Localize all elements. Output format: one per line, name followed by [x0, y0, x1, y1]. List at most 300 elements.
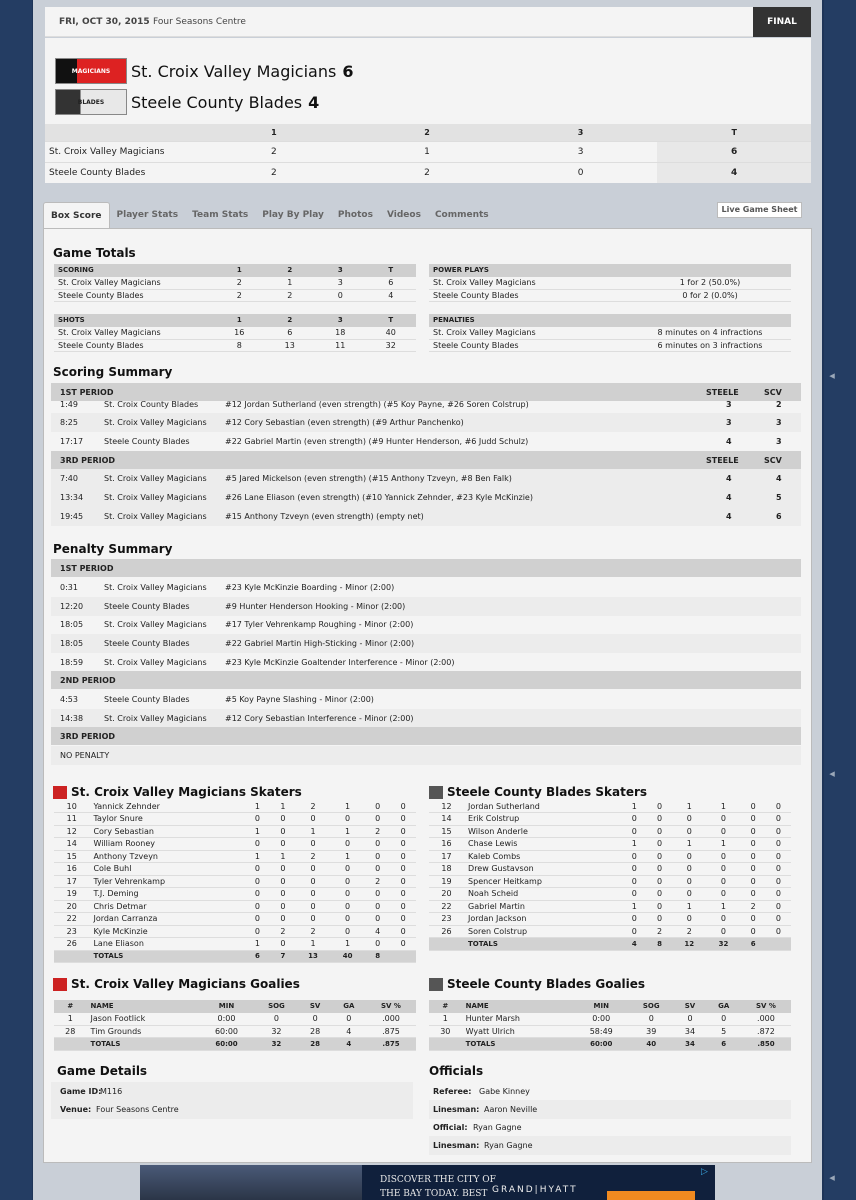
list-item: 19:45 St. Croix Valley Magicians #15 Anthony Tzveyn (even strength) (empty net) 4 6 — [51, 507, 801, 526]
blades-logo-icon — [429, 978, 443, 991]
stat-cell: 0 — [390, 900, 416, 913]
total-cell: .850 — [741, 1038, 791, 1051]
stat-cell: 20 — [429, 888, 464, 901]
stat-cell: 17 — [429, 850, 464, 863]
blades-skaters-table — [429, 800, 791, 951]
tab-play-by-play[interactable]: Play By Play — [262, 210, 324, 220]
scroll-arrow-icon[interactable]: ◂ — [829, 1171, 835, 1184]
stat-cell: Erik Colstrup — [464, 813, 622, 826]
stat-cell: 0 — [766, 800, 791, 813]
stat-cell: .875 — [366, 1025, 416, 1038]
stat-cell: 16 — [54, 863, 89, 876]
stat-cell: 0 — [245, 813, 271, 826]
stat-cell: 0 — [330, 875, 365, 888]
penalties-table: PENALTIES St. Croix Valley Magicians 8 minutes on 4 infractions Steele County Blades 6 minutes on 3 infractions — [429, 314, 791, 352]
stat-cell: 0 — [766, 875, 791, 888]
table-row — [54, 875, 416, 888]
stat-cell: 0 — [365, 938, 391, 951]
stat-cell: 0 — [672, 825, 706, 838]
stat-cell: 1 — [622, 800, 647, 813]
stat-cell: Anthony Tzveyn — [89, 850, 244, 863]
stat-cell: 2 — [296, 850, 331, 863]
blades-goalies-table — [429, 1000, 791, 1051]
blades-logo-icon — [429, 786, 443, 799]
table-row — [429, 838, 791, 851]
ad-brand: GRAND|HYATT — [492, 1185, 578, 1195]
table-row: St. Croix Valley Magicians 8 minutes on 4 infractions — [429, 327, 791, 340]
table-row — [54, 1013, 416, 1026]
column-header: MIN — [573, 1000, 629, 1013]
totals-row — [429, 1038, 791, 1051]
stat-cell: 0 — [741, 925, 766, 938]
list-item: Venue: Four Seasons Centre — [51, 1100, 413, 1119]
table-row — [429, 888, 791, 901]
column-header: MIN — [199, 1000, 255, 1013]
table-row — [54, 1025, 416, 1038]
period-header: 3RD PERIOD STEELE SCV — [51, 451, 801, 469]
stat-cell: 0 — [270, 888, 296, 901]
stat-cell: 1 — [622, 838, 647, 851]
stat-cell: 0 — [672, 863, 706, 876]
stat-cell: 0 — [270, 813, 296, 826]
stat-cell: Chase Lewis — [464, 838, 622, 851]
total-cell: TOTALS — [462, 1038, 574, 1051]
table-row: Steele County Blades 6 minutes on 3 infractions — [429, 339, 791, 352]
period-header: 3RD PERIOD — [51, 727, 801, 745]
stat-cell: 4 — [365, 925, 391, 938]
team-row — [55, 58, 353, 84]
stat-cell: 1 — [672, 800, 706, 813]
stat-cell: 0 — [330, 838, 365, 851]
stat-cell: 0 — [622, 850, 647, 863]
stat-cell: 0 — [270, 938, 296, 951]
stat-cell: 1 — [270, 850, 296, 863]
stat-cell: 0 — [622, 813, 647, 826]
stat-cell: 0 — [766, 913, 791, 926]
stat-cell: 0 — [270, 825, 296, 838]
stat-cell: Jason Footlick — [87, 1013, 199, 1026]
period-header: 2ND PERIOD — [51, 671, 801, 689]
scroll-arrow-icon[interactable]: ◂ — [829, 369, 835, 382]
column-header: NAME — [462, 1000, 574, 1013]
stat-cell: 0 — [766, 825, 791, 838]
stat-cell: 0 — [296, 838, 331, 851]
list-item: Linesman: Ryan Gagne — [429, 1136, 791, 1155]
stat-cell: 1 — [296, 825, 331, 838]
table-row — [429, 913, 791, 926]
stat-cell: 0 — [706, 813, 740, 826]
table-row — [429, 863, 791, 876]
stat-cell: 15 — [429, 825, 464, 838]
stat-cell: 0 — [741, 813, 766, 826]
total-cell: 6 — [707, 1038, 741, 1051]
stat-cell: Lane Eliason — [89, 938, 244, 951]
total-cell: 32 — [706, 938, 740, 951]
score-cell: 0 — [504, 162, 658, 183]
stat-cell: 0 — [296, 888, 331, 901]
list-item: 8:25 St. Croix Valley Magicians #12 Cory Sebastian (even strength) (#9 Arthur Panchenko) 3 3 — [51, 413, 801, 432]
stat-cell: Chris Detmar — [89, 900, 244, 913]
stat-cell: 39 — [629, 1025, 673, 1038]
stat-cell: 0 — [390, 813, 416, 826]
stat-cell: 1 — [706, 838, 740, 851]
totals-row — [54, 1038, 416, 1051]
stat-cell: 0 — [672, 888, 706, 901]
stat-cell: 0 — [270, 900, 296, 913]
shots-totals-table: SHOTS 1 2 3 T St. Croix Valley Magicians 16 6 18 40 Steele County Blades 8 13 11 32 — [54, 314, 416, 352]
tab-photos[interactable]: Photos — [337, 210, 373, 220]
total-cell: 6 — [741, 938, 766, 951]
stat-cell: 0 — [622, 825, 647, 838]
score-cell: 2 — [350, 162, 504, 183]
period-header: 1ST PERIOD — [51, 559, 801, 577]
total-cell: 6 — [657, 141, 811, 162]
score-cell: 3 — [504, 141, 658, 162]
stat-cell: 22 — [429, 900, 464, 913]
total-cell: 12 — [672, 938, 706, 951]
total-cell — [54, 950, 89, 963]
stat-cell: 0 — [390, 800, 416, 813]
stat-cell: 0:00 — [199, 1013, 255, 1026]
score-cell: 1 — [350, 141, 504, 162]
stat-cell: 0 — [270, 913, 296, 926]
team-name[interactable]: St. Croix Valley Magicians — [131, 61, 337, 81]
stat-cell: 0 — [647, 825, 672, 838]
column-header: SV % — [741, 1000, 791, 1013]
stat-cell: 1 — [270, 800, 296, 813]
list-item: Referee: Gabe Kinney — [433, 1086, 530, 1096]
stat-cell: 1 — [296, 938, 331, 951]
ad-button[interactable] — [607, 1191, 695, 1200]
stat-cell: Tyler Vehrenkamp — [89, 875, 244, 888]
stat-cell: 0 — [245, 900, 271, 913]
total-cell: 32 — [254, 1038, 298, 1051]
stat-cell: 17 — [54, 875, 89, 888]
stat-cell: 0 — [270, 875, 296, 888]
table-row — [429, 850, 791, 863]
stat-cell: 0 — [365, 838, 391, 851]
stat-cell: 10 — [54, 800, 89, 813]
stat-cell: 0 — [296, 875, 331, 888]
column-header: # — [54, 1000, 87, 1013]
table-row — [54, 888, 416, 901]
stat-cell: 0 — [299, 1013, 332, 1026]
section-title: Steele County Blades Goalies — [429, 977, 645, 991]
total-cell: 6 — [245, 950, 271, 963]
stat-cell: 0 — [390, 925, 416, 938]
stat-cell: 0 — [296, 813, 331, 826]
power-plays-table: POWER PLAYS St. Croix Valley Magicians 1 for 2 (50.0%) Steele County Blades 0 for 2 (0.0%) — [429, 264, 791, 302]
stat-cell: 0 — [647, 800, 672, 813]
list-item: Official: Ryan Gagne — [433, 1122, 522, 1132]
tab-player-stats[interactable]: Player Stats — [116, 210, 179, 220]
stat-cell: T.J. Deming — [89, 888, 244, 901]
team-name[interactable]: Steele County Blades — [131, 92, 303, 112]
stat-cell: 0 — [390, 875, 416, 888]
stat-cell: 1 — [706, 900, 740, 913]
stat-cell: Jordan Sutherland — [464, 800, 622, 813]
list-item: 18:05 Steele County Blades #22 Gabriel Martin High-Sticking - Minor (2:00) — [51, 634, 801, 653]
list-item: 12:20 Steele County Blades #9 Hunter Henderson Hooking - Minor (2:00) — [51, 597, 801, 616]
stat-cell: 0 — [390, 825, 416, 838]
table-row: St. Croix Valley Magicians 16 6 18 40 — [54, 327, 416, 340]
stat-cell: 0 — [629, 1013, 673, 1026]
stat-cell: 0 — [647, 913, 672, 926]
stat-cell: 0 — [741, 825, 766, 838]
game-header — [45, 7, 811, 37]
stat-cell: 0 — [706, 863, 740, 876]
stat-cell: 26 — [54, 938, 89, 951]
stat-cell: 1 — [245, 938, 271, 951]
stat-cell: 0 — [766, 925, 791, 938]
scoring-totals-table: SCORING 1 2 3 T St. Croix Valley Magicians 2 1 3 6 Steele County Blades 2 2 0 4 — [54, 264, 416, 302]
stat-cell: Jordan Jackson — [464, 913, 622, 926]
stat-cell: Spencer Heitkamp — [464, 875, 622, 888]
list-item: 1:49 St. Croix County Blades #12 Jordan Sutherland (even strength) (#5 Koy Payne, #26 Soren Colstrup) 3 2 — [60, 399, 782, 409]
table-row: Steele County Blades 2 2 0 4 — [54, 289, 416, 302]
status-badge: FINAL — [753, 7, 811, 37]
table-row — [54, 900, 416, 913]
section-title: St. Croix Valley Magicians Skaters — [53, 785, 302, 799]
stat-cell: 60:00 — [199, 1025, 255, 1038]
stat-cell: 0 — [766, 888, 791, 901]
stat-cell: 0 — [766, 838, 791, 851]
stat-cell: 0:00 — [573, 1013, 629, 1026]
total-cell: 60:00 — [199, 1038, 255, 1051]
linescore-table — [45, 124, 811, 183]
total-cell: TOTALS — [464, 938, 622, 951]
stat-cell: 0 — [330, 863, 365, 876]
stat-cell: 0 — [245, 875, 271, 888]
stat-cell: 0 — [296, 863, 331, 876]
total-cell: 4 — [657, 162, 811, 183]
table-row: St. Croix Valley Magicians 1 for 2 (50.0%) — [429, 277, 791, 290]
table-row — [429, 813, 791, 826]
total-cell — [766, 938, 791, 951]
column-header: # — [429, 1000, 462, 1013]
section-title: Officials — [429, 1064, 484, 1078]
table-row: Steele County Blades 0 for 2 (0.0%) — [429, 289, 791, 302]
total-cell: 7 — [270, 950, 296, 963]
stat-cell: 0 — [330, 900, 365, 913]
stat-cell: 22 — [54, 913, 89, 926]
stat-cell: Yannick Zehnder — [89, 800, 244, 813]
stat-cell: 0 — [270, 838, 296, 851]
table-row — [429, 875, 791, 888]
table-row — [429, 1025, 791, 1038]
scroll-arrow-icon[interactable]: ◂ — [829, 767, 835, 780]
table-row — [54, 825, 416, 838]
stat-cell: 5 — [707, 1025, 741, 1038]
period-header: 2 — [350, 124, 504, 141]
stat-cell: .000 — [741, 1013, 791, 1026]
section-title: Game Totals — [53, 246, 136, 260]
blades-logo-icon: BLADES — [55, 89, 127, 115]
tab-comments[interactable]: Comments — [434, 210, 489, 220]
total-cell: 34 — [673, 1038, 706, 1051]
stat-cell: 12 — [54, 825, 89, 838]
stat-cell: 2 — [672, 925, 706, 938]
stat-cell: 0 — [647, 875, 672, 888]
stat-cell: 0 — [741, 863, 766, 876]
stat-cell: 26 — [429, 925, 464, 938]
ad-city-image — [140, 1165, 362, 1200]
total-cell: 4 — [622, 938, 647, 951]
stat-cell: 0 — [365, 900, 391, 913]
stat-cell: 0 — [330, 925, 365, 938]
list-item: 13:34 St. Croix Valley Magicians #26 Lane Eliason (even strength) (#10 Yannick Zehnder, #23 Kyle McKinzie) 4 5 — [51, 488, 801, 507]
tab-videos[interactable]: Videos — [386, 210, 421, 220]
period-header: 3 — [504, 124, 658, 141]
column-header: SV — [299, 1000, 332, 1013]
stat-cell: 1 — [245, 800, 271, 813]
magicians-skaters-table — [54, 800, 416, 963]
stat-cell: 1 — [330, 800, 365, 813]
table-row — [45, 162, 811, 183]
stat-cell: 15 — [54, 850, 89, 863]
column-header: SOG — [254, 1000, 298, 1013]
stat-cell: 2 — [741, 900, 766, 913]
total-header: T — [657, 124, 811, 141]
section-title: Game Details — [57, 1064, 148, 1078]
magicians-goalies-table — [54, 1000, 416, 1051]
total-cell: 28 — [299, 1038, 332, 1051]
stat-cell: 0 — [245, 838, 271, 851]
table-row — [45, 141, 811, 162]
stat-cell: 0 — [390, 913, 416, 926]
stat-cell: 0 — [706, 850, 740, 863]
list-item: 18:05 St. Croix Valley Magicians #17 Tyler Vehrenkamp Roughing - Minor (2:00) — [60, 619, 414, 629]
stat-cell: 1 — [330, 938, 365, 951]
stat-cell: 0 — [390, 838, 416, 851]
team-row — [55, 89, 319, 115]
stat-cell: 2 — [365, 875, 391, 888]
magicians-logo-icon — [53, 786, 67, 799]
right-background — [824, 0, 856, 1200]
stat-cell: 2 — [365, 825, 391, 838]
stat-cell: 14 — [429, 813, 464, 826]
stat-cell: 0 — [706, 875, 740, 888]
stat-cell: 0 — [245, 863, 271, 876]
stat-cell: 0 — [622, 913, 647, 926]
page-container — [33, 0, 822, 1200]
stat-cell: 0 — [332, 1013, 366, 1026]
table-row — [54, 863, 416, 876]
total-cell: 8 — [647, 938, 672, 951]
stat-cell: 0 — [741, 838, 766, 851]
stat-cell: 19 — [54, 888, 89, 901]
stat-cell: 0 — [706, 888, 740, 901]
stat-cell: .000 — [366, 1013, 416, 1026]
tab-box-score[interactable]: Box Score — [43, 202, 110, 228]
stat-cell: 0 — [706, 913, 740, 926]
total-cell: 13 — [296, 950, 331, 963]
total-cell — [429, 938, 464, 951]
stat-cell: 0 — [390, 938, 416, 951]
stat-cell: 23 — [54, 925, 89, 938]
stat-cell: 0 — [741, 850, 766, 863]
stat-cell: 0 — [673, 1013, 706, 1026]
stat-cell: 0 — [622, 863, 647, 876]
total-cell: 60:00 — [573, 1038, 629, 1051]
stat-cell: 28 — [54, 1025, 87, 1038]
total-cell — [390, 950, 416, 963]
stat-cell: 0 — [672, 813, 706, 826]
stat-cell: 0 — [390, 888, 416, 901]
table-row — [54, 800, 416, 813]
stat-cell: 2 — [296, 925, 331, 938]
stat-cell: .872 — [741, 1025, 791, 1038]
stat-cell: 0 — [254, 1013, 298, 1026]
stat-cell: 0 — [365, 850, 391, 863]
total-cell — [429, 1038, 462, 1051]
table-row — [54, 913, 416, 926]
advertisement-banner[interactable] — [140, 1165, 715, 1200]
list-item: 14:38 St. Croix Valley Magicians #12 Cory Sebastian Interference - Minor (2:00) — [51, 709, 801, 728]
stat-cell: 0 — [296, 900, 331, 913]
stat-cell: 58:49 — [573, 1025, 629, 1038]
stat-cell: 0 — [741, 913, 766, 926]
stat-cell: 34 — [673, 1025, 706, 1038]
box-score-panel — [43, 228, 812, 1163]
game-date: FRI, OCT 30, 2015 — [59, 17, 150, 27]
tab-team-stats[interactable]: Team Stats — [192, 210, 249, 220]
stat-cell: 0 — [330, 813, 365, 826]
stat-cell: 0 — [296, 913, 331, 926]
section-title: Penalty Summary — [53, 542, 173, 556]
total-cell: 40 — [330, 950, 365, 963]
section-title: Scoring Summary — [53, 365, 173, 379]
stat-cell: 0 — [706, 825, 740, 838]
team-cell: Steele County Blades — [45, 162, 198, 183]
totals-row — [429, 938, 791, 951]
stat-cell: 1 — [429, 1013, 462, 1026]
table-row — [429, 900, 791, 913]
stat-cell: 0 — [647, 850, 672, 863]
list-item: 4:53 Steele County Blades #5 Koy Payne Slashing - Minor (2:00) — [60, 694, 374, 704]
stat-cell: Taylor Snure — [89, 813, 244, 826]
table-row: St. Croix Valley Magicians 2 1 3 6 — [54, 277, 416, 290]
stat-cell: 0 — [766, 813, 791, 826]
stat-cell: Wilson Anderle — [464, 825, 622, 838]
stat-cell: 11 — [54, 813, 89, 826]
stat-cell: 0 — [365, 888, 391, 901]
stat-cell: 1 — [622, 900, 647, 913]
adchoices-icon[interactable]: ▷ — [701, 1167, 708, 1177]
totals-row — [54, 950, 416, 963]
stat-cell: 0 — [741, 875, 766, 888]
stat-cell: 1 — [672, 900, 706, 913]
stat-cell: 0 — [622, 875, 647, 888]
stat-cell: 0 — [647, 838, 672, 851]
stat-cell: William Rooney — [89, 838, 244, 851]
stat-cell: 0 — [365, 863, 391, 876]
stat-cell: 18 — [429, 863, 464, 876]
table-row — [429, 800, 791, 813]
table-row — [54, 925, 416, 938]
stat-cell: 0 — [706, 925, 740, 938]
stat-cell: 0 — [270, 863, 296, 876]
tab-bar — [43, 202, 613, 228]
team-score: 4 — [308, 92, 320, 112]
stat-cell: Gabriel Martin — [464, 900, 622, 913]
live-game-sheet-button[interactable]: Live Game Sheet — [717, 202, 802, 218]
stat-cell: 0 — [672, 875, 706, 888]
column-header: NAME — [87, 1000, 199, 1013]
stat-cell: 0 — [766, 850, 791, 863]
team-cell: St. Croix Valley Magicians — [45, 141, 198, 162]
period-header: 1ST PERIOD STEELE SCV — [51, 383, 801, 401]
